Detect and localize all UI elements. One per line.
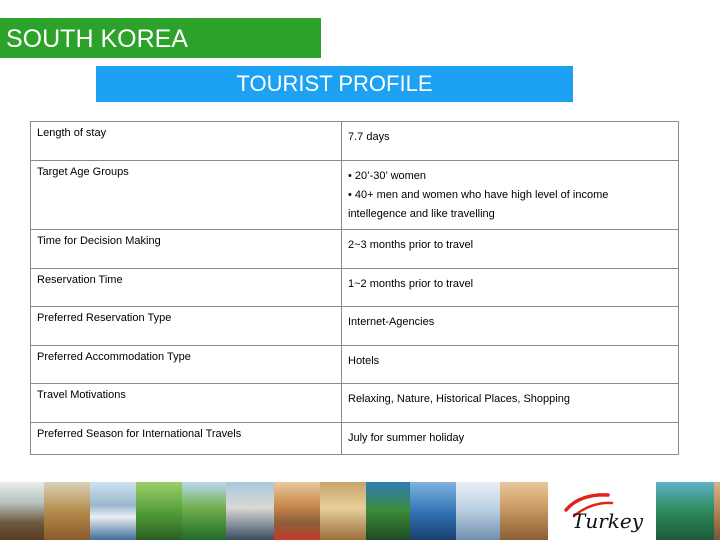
photo-harbor-boats xyxy=(90,482,136,540)
row-value xyxy=(342,269,679,307)
table-row xyxy=(31,230,679,269)
photo-mosaic-tiles xyxy=(320,482,366,540)
value-line: 1~2 months prior to travel xyxy=(348,278,474,290)
table-row xyxy=(31,346,679,384)
row-label: Travel Motivations xyxy=(31,384,342,423)
photo-golf-course xyxy=(182,482,226,540)
photo-strip xyxy=(0,482,720,540)
table-row xyxy=(31,423,679,455)
turkey-logo-graphic xyxy=(552,486,652,536)
country-title: SOUTH KOREA xyxy=(6,25,188,53)
value-line: Relaxing, Nature, Historical Places, Shopping xyxy=(348,393,570,405)
tourist-profile-title: TOURIST PROFILE xyxy=(236,71,433,96)
value-line: • 40+ men and women who have high level of income xyxy=(348,189,609,201)
value-line: Internet-Agencies xyxy=(348,316,435,328)
row-value xyxy=(342,384,679,423)
row-label: Preferred Season for International Travels xyxy=(31,423,342,455)
table-row xyxy=(31,161,679,230)
value-line: intellegence and like travelling xyxy=(348,208,495,220)
photo-mosque xyxy=(226,482,274,540)
turkey-logo-text: Turkey xyxy=(572,509,644,533)
photo-lagoon-aerial xyxy=(656,482,714,540)
row-label: Time for Decision Making xyxy=(31,230,342,269)
row-label: Reservation Time xyxy=(31,269,342,307)
photo-ancient-theatre xyxy=(44,482,90,540)
photo-forest-river xyxy=(366,482,410,540)
value-line: July for summer holiday xyxy=(348,432,465,444)
row-value xyxy=(342,307,679,346)
row-value xyxy=(342,161,679,230)
row-value xyxy=(342,230,679,269)
row-label: Preferred Reservation Type xyxy=(31,307,342,346)
table-row xyxy=(31,122,679,161)
value-line: 2~3 months prior to travel xyxy=(348,239,474,251)
row-label: Preferred Accommodation Type xyxy=(31,346,342,384)
country-title-banner xyxy=(0,18,321,58)
tourist-profile-table xyxy=(30,121,679,455)
photo-hot-air-balloons xyxy=(274,482,320,540)
table-row xyxy=(31,307,679,346)
value-line: • 20’-30’ women xyxy=(348,170,427,182)
table-row xyxy=(31,384,679,423)
value-line: Hotels xyxy=(348,355,380,367)
photo-snowy-landscape xyxy=(456,482,500,540)
photo-library-ruins xyxy=(500,482,548,540)
photo-green-valley xyxy=(136,482,182,540)
row-value xyxy=(342,423,679,455)
photo-sailing-ship xyxy=(410,482,456,540)
row-value xyxy=(342,346,679,384)
tourist-profile-banner xyxy=(96,66,573,102)
row-value xyxy=(342,122,679,161)
turkey-logo xyxy=(548,482,656,540)
photo-mosaic-portrait xyxy=(714,482,720,540)
photo-coastal-rocks xyxy=(0,482,44,540)
row-label: Length of stay xyxy=(31,122,342,161)
row-label: Target Age Groups xyxy=(31,161,342,230)
value-line: 7.7 days xyxy=(348,131,390,143)
table-row xyxy=(31,269,679,307)
